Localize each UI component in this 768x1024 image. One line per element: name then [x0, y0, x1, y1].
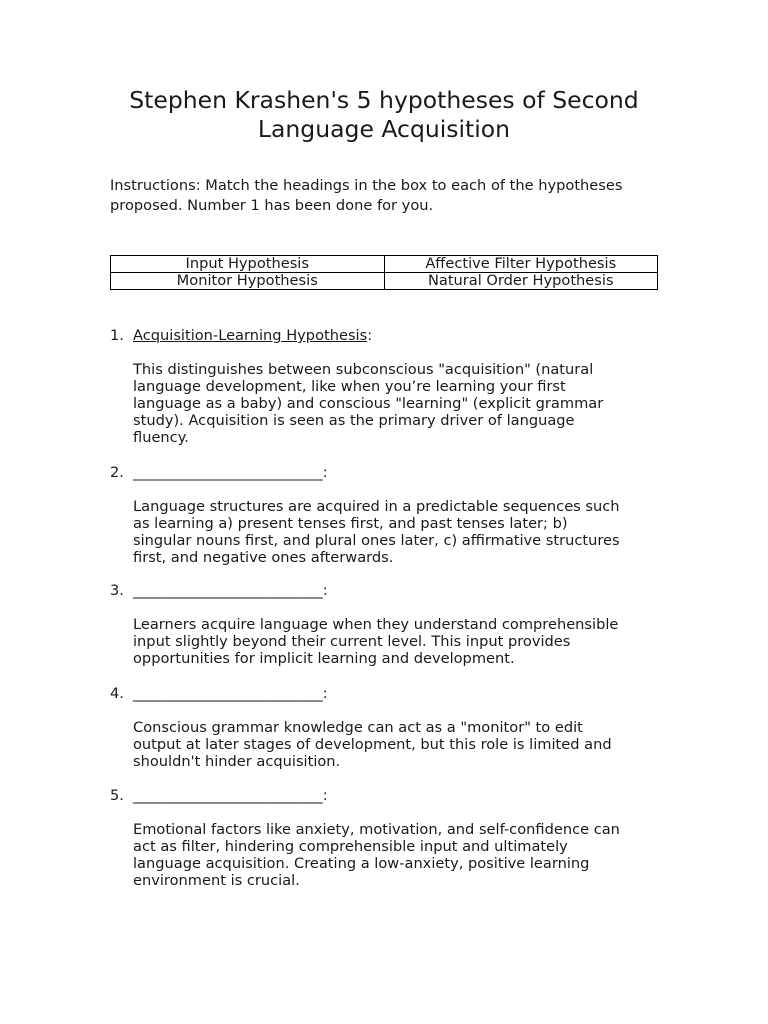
item-heading-text: Acquisition-Learning Hypothesis — [133, 327, 368, 344]
desc-line: as learning a) present tenses first, and past tenses later; b) — [133, 515, 568, 532]
desc-line: Emotional factors like anxiety, motivation, and self-confidence can — [133, 821, 620, 838]
item-number: 1. — [110, 327, 124, 344]
item-number: 2. — [110, 464, 124, 481]
desc-line: shouldn't hinder acquisition. — [133, 753, 341, 770]
item-heading — [133, 327, 372, 344]
item-number: 3. — [110, 582, 124, 599]
title-line: Stephen Krashen's 5 hypotheses of Second — [129, 86, 639, 114]
item-description — [133, 821, 673, 889]
item-heading-blank: __________________________: — [133, 582, 328, 599]
item-number: 4. — [110, 685, 124, 702]
instructions-line: proposed. Number 1 has been done for you. — [110, 196, 434, 214]
heading-cell: Natural Order Hypothesis — [384, 273, 658, 290]
desc-line: This distinguishes between subconscious "acquisition" (natural — [133, 361, 594, 378]
desc-line: output at later stages of development, but this role is limited and — [133, 736, 612, 753]
title-line: Language Acquisition — [257, 114, 511, 143]
desc-line: Conscious grammar knowledge can act as a "monitor" to edit — [133, 719, 583, 736]
item-heading-blank: __________________________: — [133, 464, 328, 481]
desc-line: input slightly beyond their current level. This input provides — [133, 633, 571, 650]
headings-box — [110, 255, 658, 290]
desc-line: language development, like when you’re learning your first — [133, 378, 566, 395]
headings-row — [111, 256, 658, 273]
item-heading-blank: __________________________: — [133, 787, 328, 804]
instructions — [110, 176, 670, 215]
desc-line: opportunities for implicit learning and development. — [133, 650, 515, 667]
desc-line: Language structures are acquired in a predictable sequences such — [133, 498, 620, 515]
item-heading-colon: : — [367, 327, 373, 344]
instructions-line: Instructions: Match the headings in the box to each of the hypotheses — [110, 177, 623, 194]
heading-cell: Affective Filter Hypothesis — [384, 256, 658, 273]
desc-line: singular nouns first, and plural ones later, c) affirmative structures — [133, 532, 620, 549]
item-description — [133, 616, 673, 667]
item-heading-blank: __________________________: — [133, 685, 328, 702]
desc-line: fluency. — [133, 429, 189, 446]
desc-line: language as a baby) and conscious "learning" (explicit grammar — [133, 395, 604, 412]
heading-cell: Monitor Hypothesis — [111, 273, 385, 290]
headings-row — [111, 273, 658, 290]
page-title — [0, 86, 768, 143]
item-number: 5. — [110, 787, 124, 804]
item-description — [133, 719, 673, 770]
item-description — [133, 498, 673, 566]
desc-line: environment is crucial. — [133, 872, 300, 889]
desc-line: language acquisition. Creating a low-anxiety, positive learning — [133, 855, 590, 872]
desc-line: study). Acquisition is seen as the primary driver of language — [133, 412, 575, 429]
item-description — [133, 361, 673, 446]
desc-line: act as filter, hindering comprehensible input and ultimately — [133, 838, 568, 855]
desc-line: first, and negative ones afterwards. — [133, 549, 394, 566]
desc-line: Learners acquire language when they understand comprehensible — [133, 616, 619, 633]
heading-cell: Input Hypothesis — [111, 256, 385, 273]
